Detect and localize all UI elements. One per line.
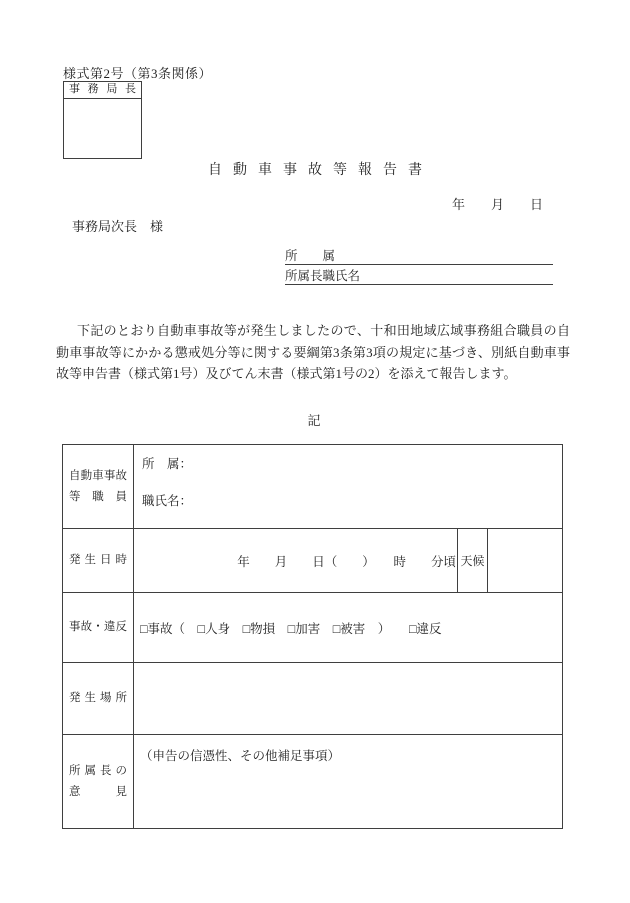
stamp-box-blank-area	[64, 99, 141, 159]
employee-label-cell	[63, 445, 134, 529]
name-field-label: 職氏名：	[142, 494, 193, 508]
sender-affiliation-line	[285, 249, 553, 265]
datetime-label-cell	[63, 529, 134, 593]
record-heading: 記	[307, 413, 323, 428]
accident-label: 事故・違反	[69, 621, 127, 633]
opinion-label-line2: 意 見	[69, 785, 127, 798]
affiliation-field-label: 所 属：	[142, 457, 193, 471]
location-label-cell	[63, 663, 134, 735]
addressee: 事務局次長 様	[72, 219, 164, 234]
weather-header-cell: 天候	[458, 529, 488, 593]
opinion-note-cell: （申告の信憑性、その他補足事項）	[134, 735, 563, 829]
table-row	[63, 735, 563, 829]
weather-value-cell	[488, 529, 563, 593]
report-date-line: 年 月 日	[451, 197, 543, 212]
location-value-cell	[134, 663, 563, 735]
employee-info-cell	[134, 445, 563, 529]
sender-affiliation-label: 所 属	[285, 249, 336, 263]
body-paragraph: 下記のとおり自動車事故等が発生しましたので、十和田地域広域事務組合職員の自動車事故等にかかる懲戒処分等に関する要綱第3条第3項の規定に基づき、別紙自動車事故等申告書（様式第1号）及びてん末書（様式第1号の2）を添えて報告します。	[56, 323, 570, 381]
sender-chief-name-line	[285, 269, 553, 285]
sender-chief-name-label: 所属長職氏名	[285, 269, 361, 283]
opinion-label-cell	[63, 735, 134, 829]
table-row	[63, 663, 563, 735]
table-row	[63, 593, 563, 663]
datetime-value-cell: 年 月 日（ ） 時 分頃	[134, 529, 458, 593]
report-table	[62, 444, 563, 829]
form-number: 様式第2号（第3条関係）	[63, 66, 213, 81]
stamp-box-title: 事務局長	[64, 82, 141, 99]
datetime-label: 発生日時	[69, 554, 127, 566]
accident-options-cell: □事故（ □人身 □物損 □加害 □被害 ） □違反	[134, 593, 563, 663]
opinion-label-line1: 所属長の	[69, 764, 127, 777]
approval-stamp-box	[63, 81, 142, 159]
accident-label-cell	[63, 593, 134, 663]
location-label: 発生場所	[69, 692, 127, 704]
table-row	[63, 529, 563, 593]
employee-label-line1: 自動車事故	[69, 469, 127, 482]
employee-label-line2: 等 職 員	[69, 490, 127, 503]
table-row	[63, 445, 563, 529]
page-title: 自動車事故等報告書	[208, 163, 433, 178]
